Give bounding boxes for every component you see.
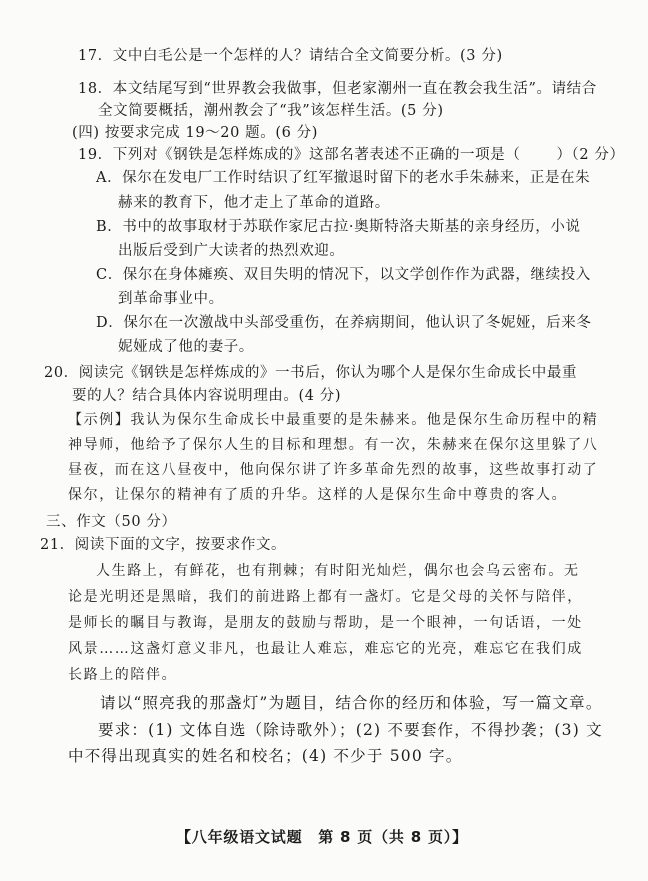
passage-line-4: 风景……这盏灯意义非凡，也最让人难忘，难忘它的光亮，难忘它在我们成	[68, 641, 583, 657]
requirements-line-1: 要求：(1) 文体自选（除诗歌外）；(2) 不要套作，不得抄袭；(3) 文	[98, 721, 603, 739]
page-footer: 【八年级语文试题 第 8 页（共 8 页）】	[176, 828, 468, 846]
option-c-line-1: C．保尔在身体瘫痪、双目失明的情况下，以文学创作作为武器，继续投入	[96, 267, 591, 283]
question-20-line-2: 要的人？结合具体内容说明理由。(4 分)	[72, 388, 342, 404]
passage-line-1: 人生路上，有鲜花，也有荆棘；有时阳光灿烂，偶尔也会乌云密布。无	[96, 563, 580, 579]
example-answer-line-1: 【示例】我认为保尔生命成长中最重要的是朱赫来。他是保尔生命历程中的精	[68, 412, 599, 428]
passage-line-2: 论是光明还是黑暗，我们的前进路上都有一盏灯。它是父母的关怀与陪伴，	[68, 589, 583, 605]
question-20-line-1: 20．阅读完《钢铁是怎样炼成的》一书后，你认为哪个人是保尔生命成长中最重	[44, 365, 578, 381]
example-answer-line-3: 昼夜，而在这八昼夜中，他向保尔讲了许多革命先烈的故事，这些故事打动了	[68, 462, 599, 478]
section-4-heading: (四) 按要求完成 19～20 题。(6 分)	[72, 125, 318, 141]
option-d-line-2: 妮娅成了他的妻子。	[118, 339, 254, 355]
question-18-line-1: 18．本文结尾写到“世界教会我做事，但老家潮州一直在教会我生活”。请结合	[78, 81, 597, 97]
passage-line-3: 是师长的瞩目与教诲，是朋友的鼓励与帮助，是一个眼神，一句话语，一处	[68, 615, 583, 631]
requirements-line-2: 中不得出现真实的姓名和校名；(4) 不少于 500 字。	[68, 747, 463, 765]
option-c-line-2: 到革命事业中。	[118, 291, 224, 307]
option-d-line-1: D．保尔在一次激战中头部受重伤，在养病期间，他认识了冬妮娅，后来冬	[96, 315, 592, 331]
option-a-line-2: 赫来的教育下，他才走上了革命的道路。	[118, 195, 390, 211]
question-19-stem-after: ）（2 分）	[556, 147, 625, 163]
question-21: 21．阅读下面的文字，按要求作文。	[40, 537, 287, 553]
question-18-line-2: 全文简要概括，潮州教会了“我”该怎样生活。(5 分)	[98, 103, 444, 119]
option-b-line-2: 出版后受到广大读者的热烈欢迎。	[118, 243, 345, 259]
passage-line-5: 长路上的陪伴。	[68, 667, 178, 683]
section-3-heading: 三、作文（50 分）	[46, 514, 177, 530]
essay-prompt: 请以“照亮我的那盏灯”为题目，结合你的经历和体验，写一篇文章。	[100, 694, 603, 712]
question-19-stem	[78, 145, 625, 165]
option-b-line-1: B．书中的故事取材于苏联作家尼古拉·奥斯特洛夫斯基的亲身经历，小说	[96, 219, 581, 235]
question-17: 17．文中白毛公是一个怎样的人？请结合全文简要分析。(3 分)	[78, 48, 503, 64]
question-19-stem-before: 19．下列对《钢铁是怎样炼成的》这部名著表述不正确的一项是（	[78, 147, 521, 163]
option-a-line-1: A．保尔在发电厂工作时结识了红军撤退时留下的老水手朱赫来，正是在朱	[96, 170, 591, 186]
example-answer-line-4: 保尔，让保尔的精神有了质的升华。这样的人是保尔生命中尊贵的客人。	[68, 487, 568, 503]
example-answer-line-2: 神导师，他给予了保尔人生的目标和理想。有一次，朱赫来在保尔这里躲了八	[68, 437, 599, 453]
